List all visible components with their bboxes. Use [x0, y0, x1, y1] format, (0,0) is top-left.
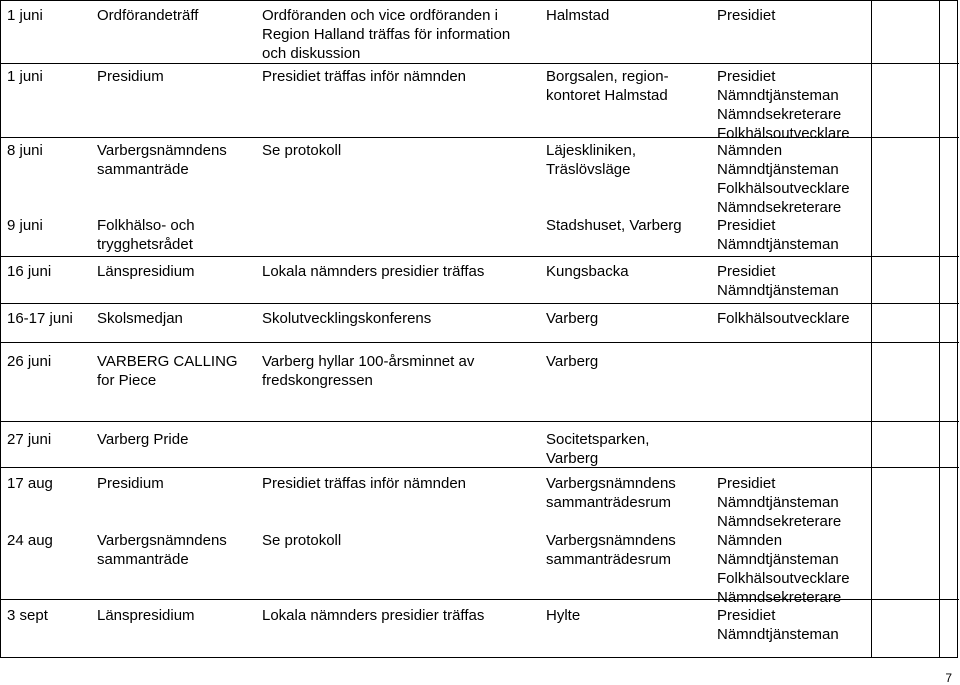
table-cell-date: 26 juni	[7, 353, 52, 370]
table-cell-description: Skolutvecklingskonferens	[262, 310, 432, 327]
table-cell-event: Varbergsnämndens sammanträde	[97, 142, 227, 178]
table-cell-participants: Presidiet	[717, 7, 776, 24]
table-cell-event: Presidium	[97, 475, 164, 492]
table-cell-event: VARBERG CALLING for Piece	[97, 353, 238, 389]
table-cell-date: 8 juni	[7, 142, 43, 159]
column-divider	[939, 1, 940, 657]
table-cell-date: 1 juni	[7, 7, 43, 24]
table-cell-place: Kungsbacka	[546, 263, 629, 280]
row-divider	[1, 303, 959, 304]
table-cell-description: Lokala nämnders presidier träffas	[262, 607, 485, 624]
table-cell-place: Varberg	[546, 310, 599, 327]
column-divider	[871, 1, 872, 657]
table-cell-place: Varbergsnämndens sammanträdesrum	[546, 532, 676, 568]
table-cell-place: Halmstad	[546, 7, 610, 24]
table-cell-place: Socitetsparken, Varberg	[546, 431, 650, 467]
table-cell-date: 9 juni	[7, 217, 43, 234]
table-cell-description: Presidiet träffas inför nämnden	[262, 68, 467, 85]
table-cell-date: 27 juni	[7, 431, 52, 448]
table-cell-participants: Presidiet Nämndtjänsteman	[717, 217, 839, 253]
table-cell-place: Läjeskliniken, Träslövsläge	[546, 142, 637, 178]
row-divider	[1, 342, 959, 343]
table-cell-event: Ordförandeträff	[97, 7, 199, 24]
table-cell-participants: Presidiet Nämndtjänsteman	[717, 607, 839, 643]
row-divider	[1, 421, 959, 422]
table-cell-event: Skolsmedjan	[97, 310, 183, 327]
table-cell-participants: Presidiet Nämndtjänsteman	[717, 263, 839, 299]
table-cell-description: Lokala nämnders presidier träffas	[262, 263, 485, 280]
table-cell-event: Presidium	[97, 68, 164, 85]
row-divider	[1, 256, 959, 257]
table-cell-place: Varbergsnämndens sammanträdesrum	[546, 475, 676, 511]
table-cell-place: Stadshuset, Varberg	[546, 217, 682, 234]
table-cell-place: Hylte	[546, 607, 581, 624]
table-cell-event: Länspresidium	[97, 263, 195, 280]
table-cell-place: Varberg	[546, 353, 599, 370]
table-cell-date: 16 juni	[7, 263, 52, 280]
table-cell-description: Presidiet träffas inför nämnden	[262, 475, 467, 492]
table-cell-event: Varbergsnämndens sammanträde	[97, 532, 227, 568]
table-cell-description: Varberg hyllar 100-årsminnet av fredskongressen	[262, 353, 475, 389]
table-cell-event: Länspresidium	[97, 607, 195, 624]
table-cell-date: 16-17 juni	[7, 310, 73, 327]
table-cell-description: Ordföranden och vice ordföranden i Region Halland träffas för information och diskussion	[262, 7, 511, 62]
table-cell-description: Se protokoll	[262, 532, 342, 549]
table-cell-participants: Presidiet Nämndtjänsteman Nämndsekreterare	[717, 475, 842, 530]
table-cell-description: Se protokoll	[262, 142, 342, 159]
table-cell-date: 1 juni	[7, 68, 43, 85]
page-number: 7	[945, 671, 952, 685]
row-divider	[1, 63, 959, 64]
row-divider	[1, 467, 959, 468]
table-cell-participants: Nämnden Nämndtjänsteman Folkhälsoutvecklare Nämndsekreterare	[717, 532, 850, 606]
table-cell-participants: Folkhälsoutvecklare	[717, 310, 850, 327]
table-cell-event: Folkhälso- och trygghetsrådet	[97, 217, 195, 253]
table-cell-date: 3 sept	[7, 607, 48, 624]
table-cell-event: Varberg Pride	[97, 431, 189, 448]
table-cell-date: 17 aug	[7, 475, 53, 492]
table-cell-participants: Presidiet Nämndtjänsteman Nämndsekreterare Folkhälsoutvecklare	[717, 68, 850, 142]
table-cell-participants: Nämnden Nämndtjänsteman Folkhälsoutvecklare Nämndsekreterare	[717, 142, 850, 216]
table-cell-date: 24 aug	[7, 532, 53, 549]
table-cell-place: Borgsalen, region- kontoret Halmstad	[546, 68, 669, 104]
